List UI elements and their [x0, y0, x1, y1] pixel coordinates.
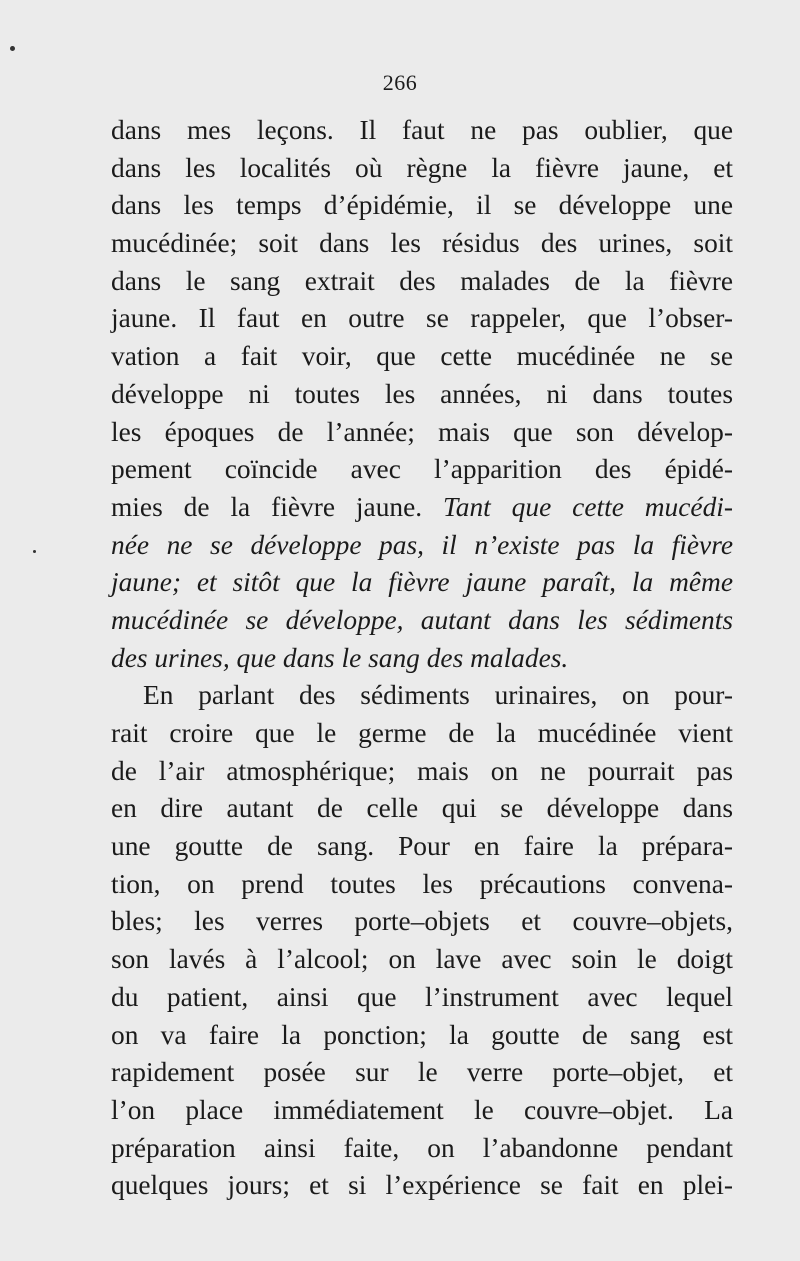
text-line	[111, 451, 733, 489]
ink-speck	[10, 46, 15, 51]
text-line	[111, 150, 733, 188]
text-line	[111, 225, 733, 263]
text-segment: tion, on prend toutes les précautions convena-	[111, 868, 733, 899]
text-segment: mies de la fièvre jaune.	[111, 491, 444, 522]
text-segment: mucédinée; soit dans les résidus des urines, soit	[111, 228, 733, 259]
text-line	[111, 1017, 733, 1055]
text-segment: en dire autant de celle qui se développe dans	[111, 793, 733, 824]
text-line	[111, 1054, 733, 1092]
ink-speck	[33, 550, 36, 553]
text-line	[111, 187, 733, 225]
text-line	[111, 263, 733, 301]
text-line	[111, 414, 733, 452]
page-number: 266	[382, 70, 418, 95]
body-text	[111, 112, 733, 1205]
text-line	[111, 300, 733, 338]
text-line	[111, 903, 733, 941]
text-line	[111, 715, 733, 753]
italic-text-segment: mucédinée se développe, autant dans les sédiments	[111, 604, 733, 635]
text-line	[111, 1092, 733, 1130]
text-line	[111, 527, 733, 565]
text-line	[111, 828, 733, 866]
text-segment: jaune. Il faut en outre se rappeler, que l’obser-	[111, 303, 733, 334]
text-line	[111, 941, 733, 979]
text-segment: rapidement posée sur le verre porte–objet, et	[111, 1057, 733, 1088]
text-line	[111, 1130, 733, 1168]
text-segment: rait croire que le germe de la mucédinée vient	[111, 718, 733, 748]
text-segment: En parlant des sédiments urinaires, on pour-	[143, 680, 733, 711]
text-segment: pement coïncide avec l’apparition des épidé-	[111, 454, 733, 485]
text-line	[111, 1167, 733, 1205]
text-segment: quelques jours; et si l’expérience se fait en plei-	[111, 1170, 733, 1201]
text-segment: dans mes leçons. Il faut ne pas oublier, que	[111, 115, 733, 145]
text-segment: dans les temps d’épidémie, il se développe une	[111, 190, 733, 221]
text-segment: préparation ainsi faite, on l’abandonne pendant	[111, 1132, 733, 1163]
italic-text-segment: née ne se développe pas, il n’existe pas la fièvre	[111, 529, 733, 560]
text-segment: les époques de l’année; mais que son dévelop-	[111, 416, 733, 447]
text-segment: de l’air atmosphérique; mais on ne pourrait pas	[111, 755, 733, 786]
text-line	[111, 866, 733, 904]
italic-text-segment: jaune; et sitôt que la fièvre jaune paraît, la même	[111, 567, 733, 598]
text-line	[111, 979, 733, 1017]
text-line	[111, 790, 733, 828]
text-segment: développe ni toutes les années, ni dans toutes	[111, 378, 733, 409]
text-line	[111, 564, 733, 602]
text-line	[111, 338, 733, 376]
text-segment: du patient, ainsi que l’instrument avec lequel	[111, 981, 733, 1012]
text-segment: on va faire la ponction; la goutte de sang est	[111, 1019, 733, 1050]
italic-text-segment: Tant que cette mucédi-	[443, 491, 733, 522]
text-segment: vation a fait voir, que cette mucédinée ne se	[111, 341, 733, 372]
text-segment: une goutte de sang. Pour en faire la prépara-	[111, 831, 733, 862]
text-line	[111, 489, 733, 527]
text-line	[111, 640, 733, 678]
text-segment: l’on place immédiatement le couvre–objet. La	[111, 1094, 733, 1125]
italic-text-segment: des urines, que dans le sang des malades.	[111, 642, 569, 673]
text-segment: dans le sang extrait des malades de la fièvre	[111, 265, 733, 296]
text-segment: bles; les verres porte–objets et couvre–objets,	[111, 906, 733, 937]
text-line	[111, 677, 733, 715]
text-line	[111, 753, 733, 791]
text-line	[111, 602, 733, 640]
text-segment: dans les localités où règne la fièvre jaune, et	[111, 152, 733, 183]
text-line	[111, 112, 733, 150]
text-segment: son lavés à l’alcool; on lave avec soin le doigt	[111, 944, 733, 975]
text-line	[111, 376, 733, 414]
